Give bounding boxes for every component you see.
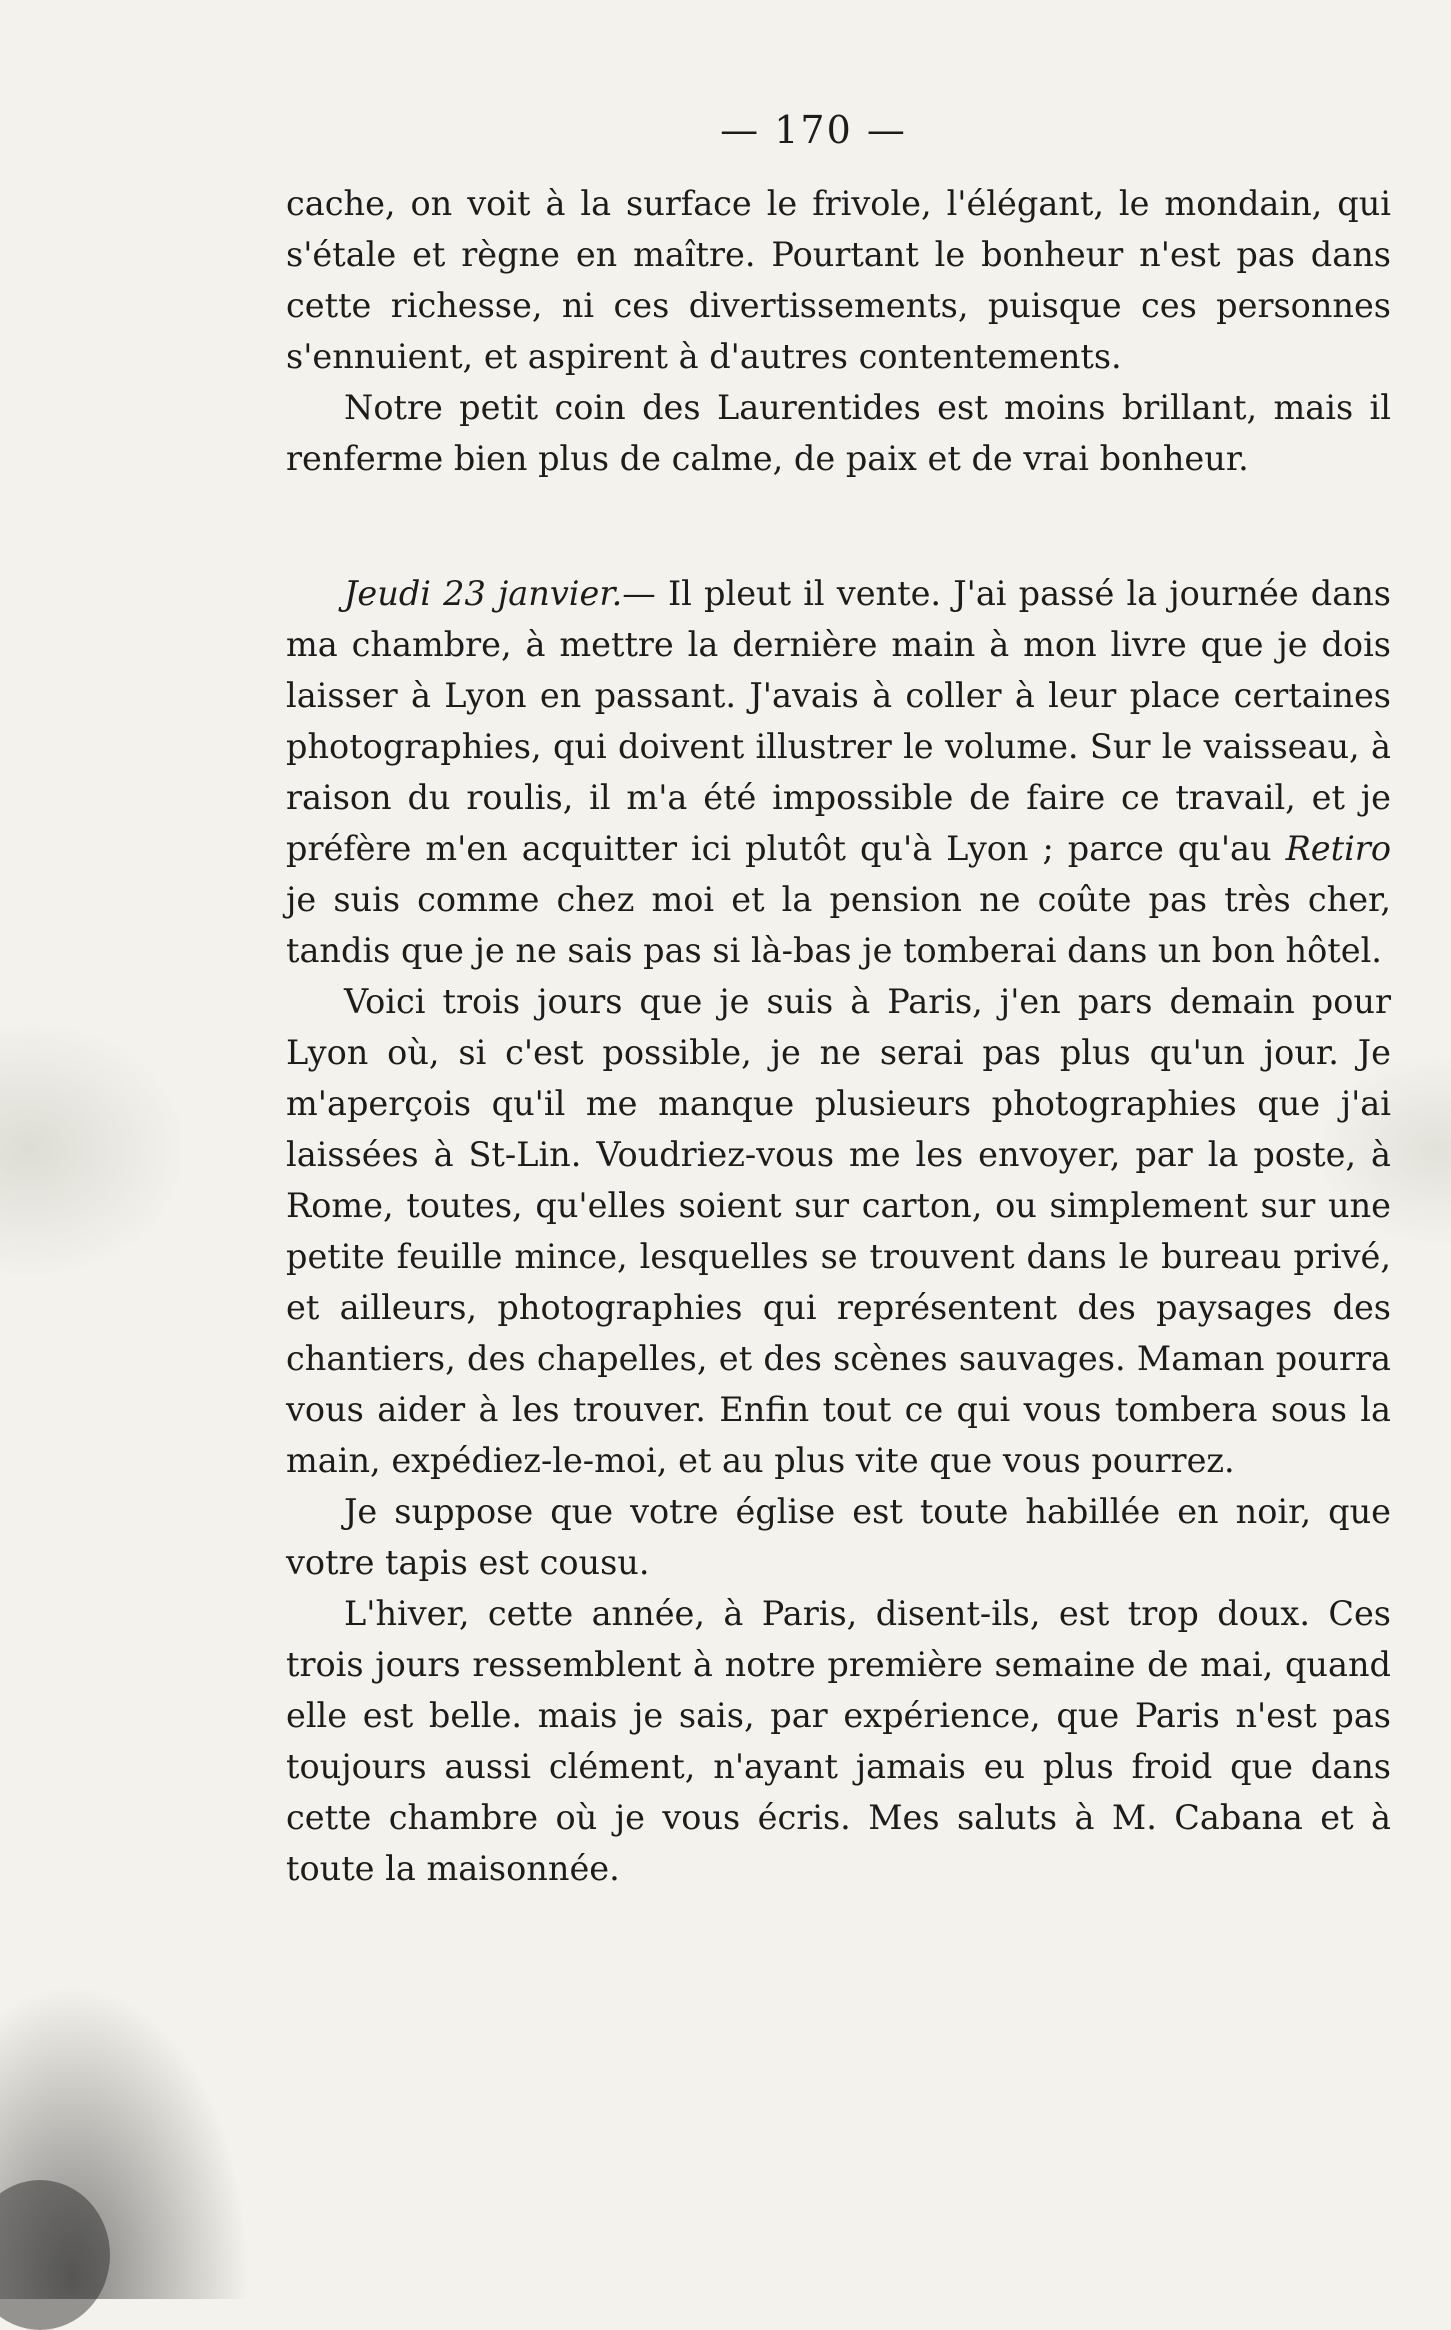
entry-text-italic: Retiro — [1285, 829, 1391, 868]
page-number: — 170 — — [720, 108, 907, 152]
paragraph: L'hiver, cette année, à Paris, disent-ils, est trop doux. Ces trois jours ressemblent à notre première semaine de mai, quand elle est belle. mais je sais, par expérience, que Paris n'est pas toujours aussi clément, n'ayant jamais eu plus froid que dans cette chambre où je vous écris. Mes saluts à M. Cabana et à toute la maisonnée. — [286, 1594, 1391, 1888]
entry-text-part: — Il pleut il vente. J'ai passé la journée dans ma chambre, à mettre la dernière main à mon livre que je dois laisser à Lyon en passant. J'avais à coller à leur place certaines photographies, qui doivent illustrer le volume. Sur le vaisseau, à raison du roulis, il m'a été impossible de faire ce travail, et je préfère m'en acquitter ici plutôt qu'à Lyon ; parce qu'au — [286, 574, 1391, 868]
paragraph: Je suppose que votre église est toute habillée en noir, que votre tapis est cousu. — [286, 1492, 1391, 1582]
paragraph-dated-entry — [286, 568, 1391, 976]
paragraph: Voici trois jours que je suis à Paris, j'en pars demain pour Lyon où, si c'est possible, je ne serai pas plus qu'un jour. Je m'aperçois qu'il me manque plusieurs photographies que j'ai laissées à St-Lin. Voudriez-vous me les envoyer, par la poste, à Rome, toutes, qu'elles soient sur carton, ou simplement sur une petite feuille mince, lesquelles se trouvent dans le bureau privé, et ailleurs, photographies qui représentent des paysages des chantiers, des chapelles, et des scènes sauvages. Maman pourra vous aider à les trouver. Enfin tout ce qui vous tombera sous la main, expédiez-le-moi, et au plus vite que vous pourrez. — [286, 982, 1391, 1480]
text-section-top — [286, 178, 1391, 484]
entry-date: Jeudi 23 janvier. — [344, 574, 623, 613]
paragraph: cache, on voit à la surface le frivole, l'élégant, le mondain, qui s'étale et règne en maître. Pourtant le bonheur n'est pas dans cette richesse, ni ces divertissements, puisque ces personnes s'ennuient, et aspirent à d'autres contentements. — [286, 184, 1391, 376]
page-stain — [0, 2180, 110, 2330]
text-section-letter — [286, 568, 1391, 1894]
entry-text-part: je suis comme chez moi et la pension ne coûte pas très cher, tandis que je ne sais pas si là-bas je tomberai dans un bon hôtel. — [286, 880, 1391, 970]
paragraph: Notre petit coin des Laurentides est moins brillant, mais il renferme bien plus de calme, de paix et de vrai bonheur. — [286, 388, 1391, 478]
